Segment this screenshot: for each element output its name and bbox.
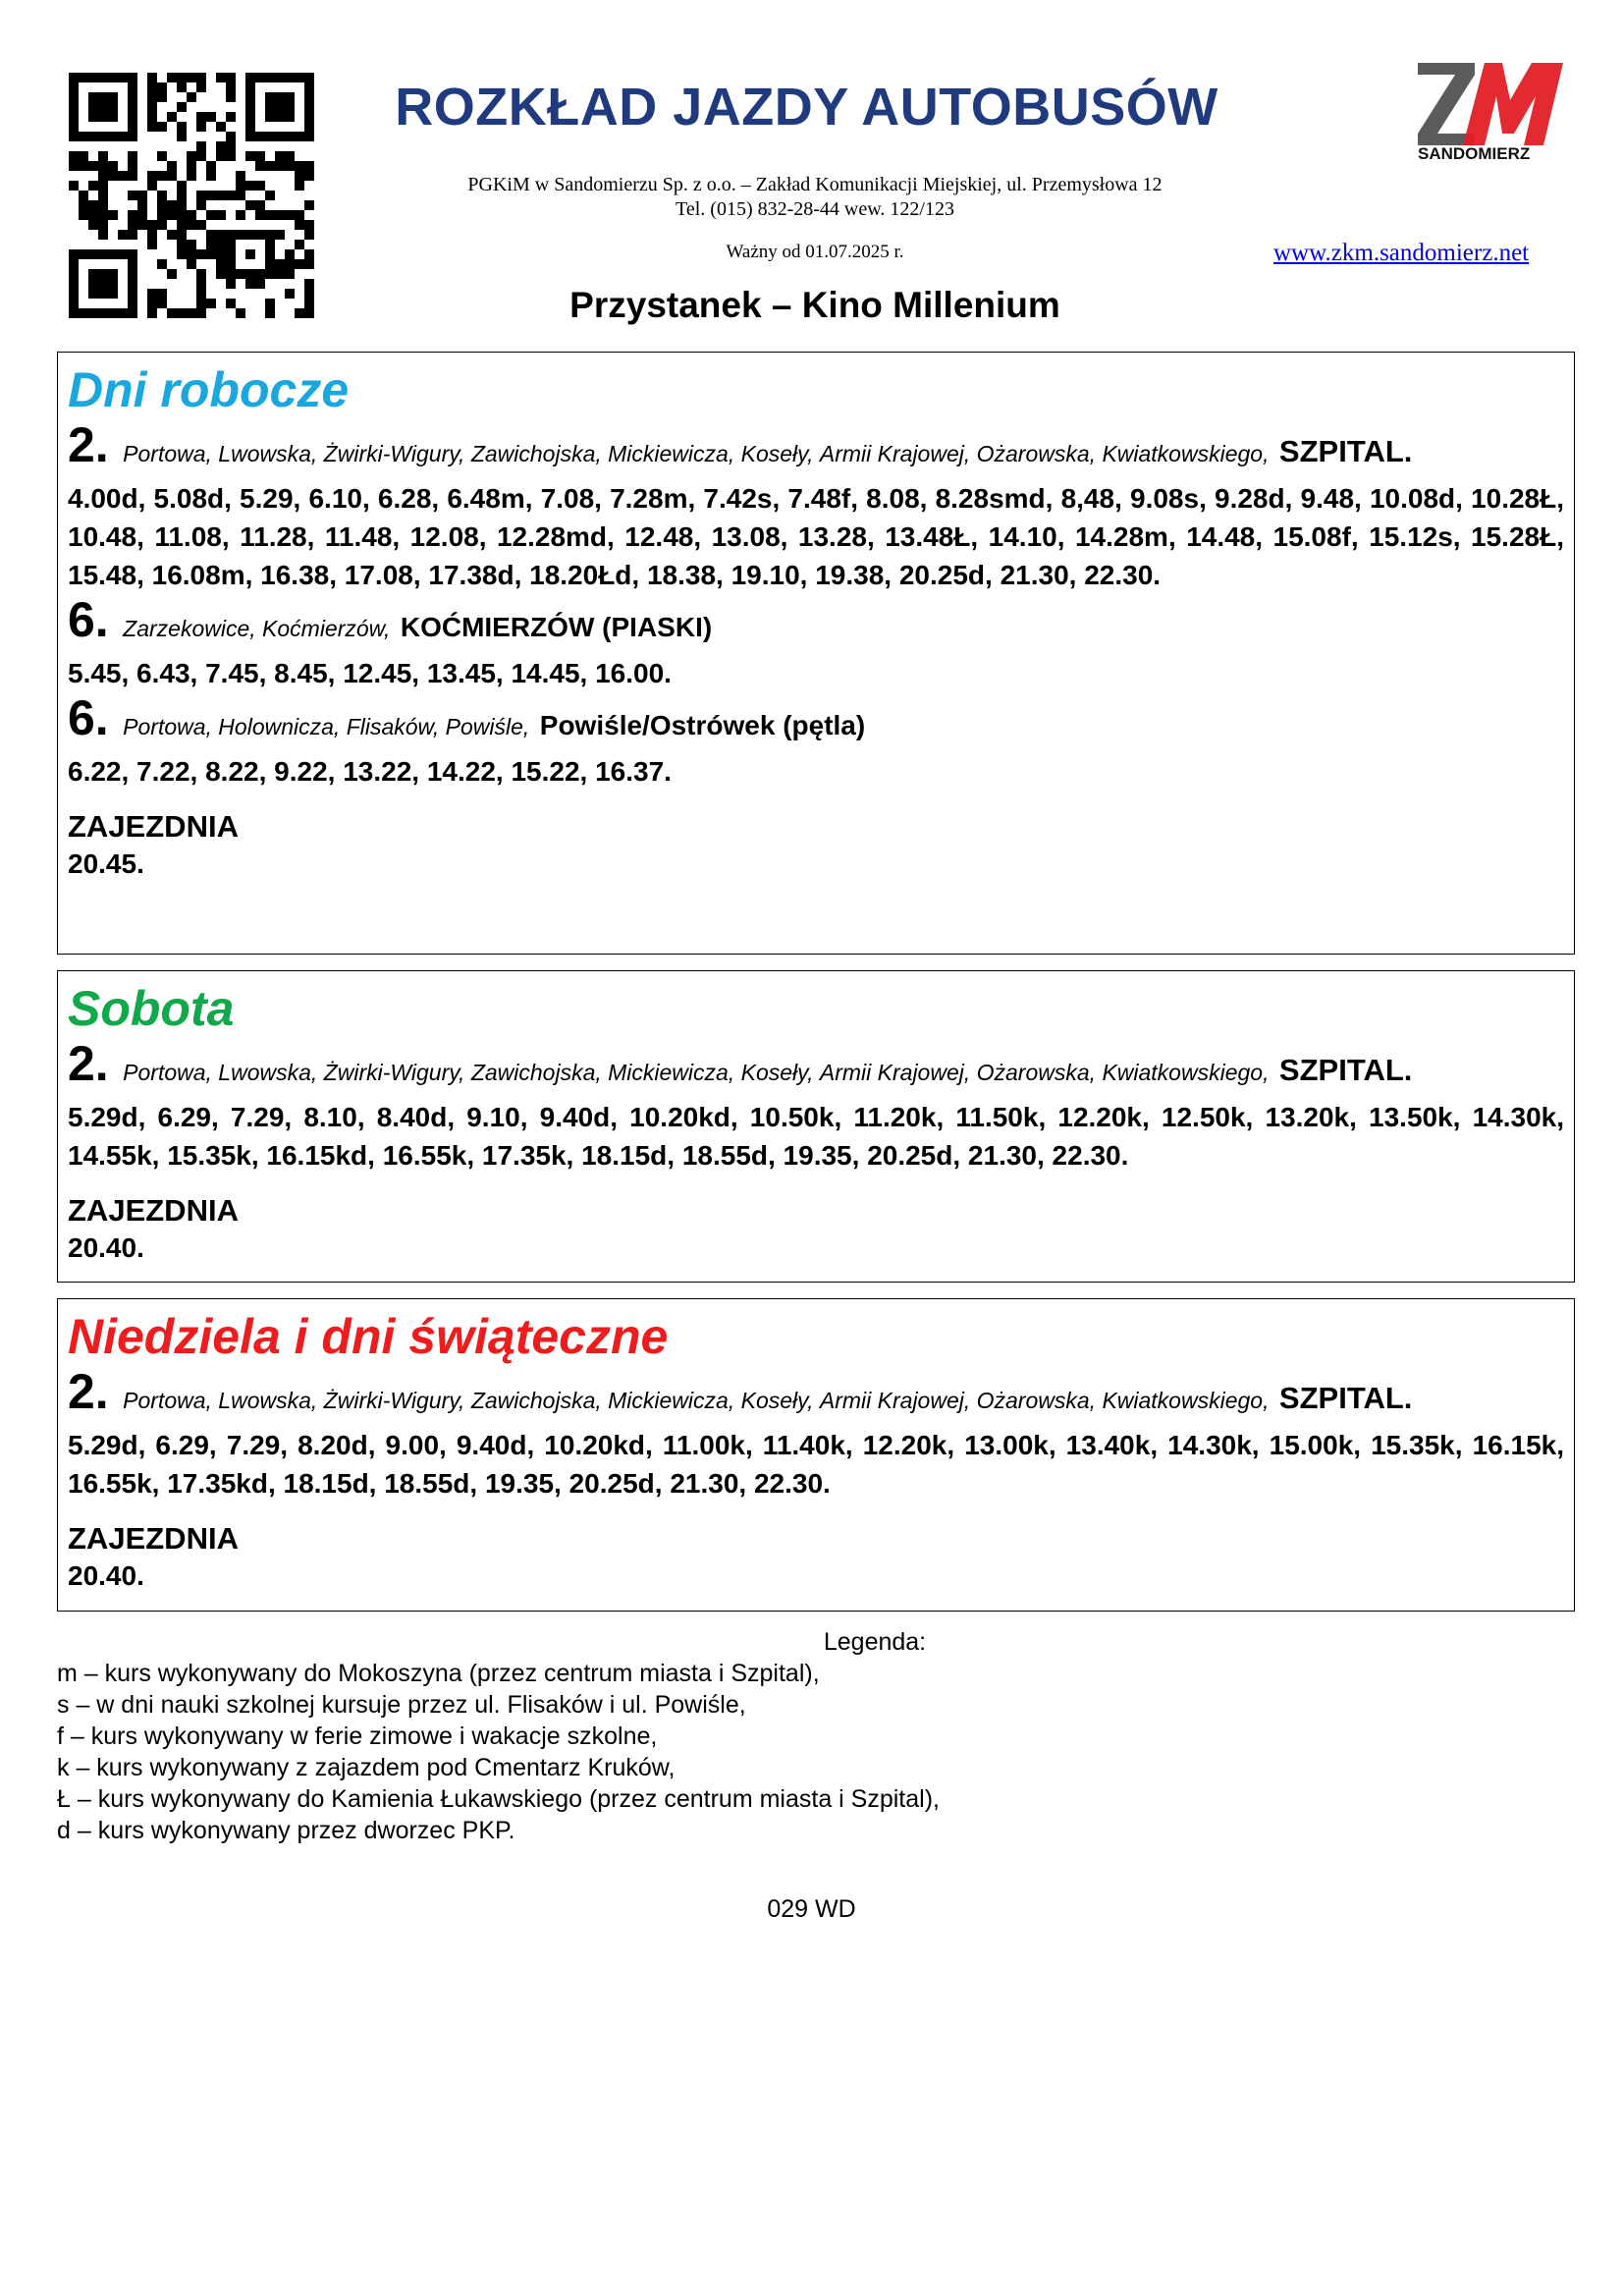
route-times: 5.45, 6.43, 7.45, 8.45, 12.45, 13.45, 14.45, 16.00. — [68, 658, 672, 688]
route-times: 5.29d, 6.29, 7.29, 8.20d, 9.00, 9.40d, 10.20kd, 11.00k, 11.40k, 12.20k, 13.00k, 13.40k, 14.30k, 15.00k, 15.35k, 16.15k, 16.55k, 17.35kd, 18.15d, 18.55d, 19.35, 20.25d, 21.30, 22.30. — [68, 1430, 1564, 1499]
route-via: Portowa, Lwowska, Żwirki-Wigury, Zawichojska, Mickiewicza, Kosełу, Armii Krajowej, Ożarowska, Kwiatkowskiego, — [123, 441, 1270, 466]
route-number: 6. — [68, 592, 109, 647]
route-destination: SZPITAL. — [1278, 1381, 1413, 1415]
website-link[interactable]: www.zkm.sandomierz.net — [1273, 240, 1530, 266]
depot-label: ZAJEZDNIA — [68, 1193, 239, 1228]
legend-item: f – kurs wykonywany w ferie zimowe i wakacje szkolne, — [57, 1722, 658, 1750]
legend-title: Legenda: — [823, 1628, 927, 1656]
page-title-wrap — [0, 77, 1623, 137]
route-number: 2. — [68, 417, 109, 472]
route-times: 6.22, 7.22, 8.22, 9.22, 13.22, 14.22, 15.22, 16.37. — [68, 756, 672, 787]
depot-label: ZAJEZDNIA — [68, 809, 239, 844]
route-destination: SZPITAL. — [1278, 434, 1413, 468]
weekday-section — [57, 352, 1575, 955]
document-code: 029 WD — [767, 1895, 856, 1923]
route-header — [68, 592, 1564, 652]
route-header — [68, 417, 1564, 477]
legend-item: Ł – kurs wykonywany do Kamienia Łukawskiego (przez centrum miasta i Szpital), — [57, 1785, 940, 1813]
company-phone: Tel. (015) 832-28-44 wew. 122/123 — [676, 198, 954, 220]
route-number: 6. — [68, 690, 109, 745]
legend-item: d – kurs wykonywany przez dworzec PKP. — [57, 1817, 515, 1844]
route-number: 2. — [68, 1364, 109, 1419]
route-via: Zarzekowice, Koćmierzów, — [123, 616, 391, 641]
sunday-section — [57, 1298, 1575, 1612]
route-times: 5.29d, 6.29, 7.29, 8.10, 8.40d, 9.10, 9.40d, 10.20kd, 10.50k, 11.20k, 11.50k, 12.20k, 12.50k, 13.20k, 13.50k, 14.30k, 14.55k, 15.35k, 16.15kd, 16.55k, 17.35k, 18.15d, 18.55d, 19.35, 20.25d, 21.30, 22.30. — [68, 1102, 1564, 1171]
route-via: Portowa, Holownicza, Flisaków, Powiśle, — [123, 714, 530, 739]
sunday-title: Niedziela i dni świąteczne — [68, 1309, 669, 1364]
route-via: Portowa, Lwowska, Żwirki-Wigury, Zawichojska, Mickiewicza, Kosełу, Armii Krajowej, Ożarowska, Kwiatkowskiego, — [123, 1060, 1270, 1085]
route-destination: KOĆMIERZÓW (PIASKI) — [400, 612, 713, 642]
stop-name: Przystanek – Kino Millenium — [569, 285, 1060, 325]
route-header — [68, 1036, 1564, 1096]
legend-item: s – w dni nauki szkolnej kursuje przez ul. Flisaków i ul. Powiśle, — [57, 1691, 746, 1719]
logo-text: SANDOMIERZ — [1418, 144, 1531, 161]
depot-times: 20.40. — [68, 1560, 144, 1591]
route-destination: Powiśle/Ostrówek (pętla) — [539, 710, 866, 740]
route-header — [68, 1364, 1564, 1424]
legend-item: m – kurs wykonywany do Mokoszyna (przez centrum miasta i Szpital), — [57, 1660, 820, 1687]
valid-from: Ważny od 01.07.2025 r. — [726, 242, 904, 262]
legend-item: k – kurs wykonywany z zajazdem pod Cmentarz Kruków, — [57, 1754, 676, 1781]
depot-times: 20.40. — [68, 1232, 144, 1263]
route-via: Portowa, Lwowska, Żwirki-Wigury, Zawichojska, Mickiewicza, Kosełу, Armii Krajowej, Ożarowska, Kwiatkowskiego, — [123, 1388, 1270, 1413]
company-address: PGKiM w Sandomierzu Sp. z o.o. – Zakład Komunikacji Miejskiej, ul. Przemysłowa 12 — [467, 174, 1163, 195]
company-info — [324, 173, 1306, 222]
route-times: 4.00d, 5.08d, 5.29, 6.10, 6.28, 6.48m, 7.08, 7.28m, 7.42s, 7.48f, 8.08, 8.28smd, 8,48, 9.08s, 9.28d, 9.48, 10.08d, 10.28Ł, 10.48, 11.08, 11.28, 11.48, 12.08, 12.28md, 12.48, 13.08, 13.28, 13.48Ł, 14.10, 14.28m, 14.48, 15.08f, 15.12s, 15.28Ł, 15.48, 16.08m, 16.38, 17.08, 17.38d, 18.20Łd, 18.38, 19.10, 19.38, 20.25d, 21.30, 22.30. — [68, 483, 1564, 590]
depot-label: ZAJEZDNIA — [68, 1521, 239, 1556]
saturday-title: Sobota — [68, 981, 235, 1036]
page-title: ROZKŁAD JAZDY AUTOBUSÓW — [395, 78, 1218, 137]
route-header — [68, 690, 1564, 750]
route-number: 2. — [68, 1036, 109, 1091]
weekday-title: Dni robocze — [68, 362, 350, 417]
route-destination: SZPITAL. — [1278, 1053, 1413, 1087]
depot-times: 20.45. — [68, 848, 144, 879]
saturday-section — [57, 970, 1575, 1283]
legend — [57, 1626, 1575, 1846]
